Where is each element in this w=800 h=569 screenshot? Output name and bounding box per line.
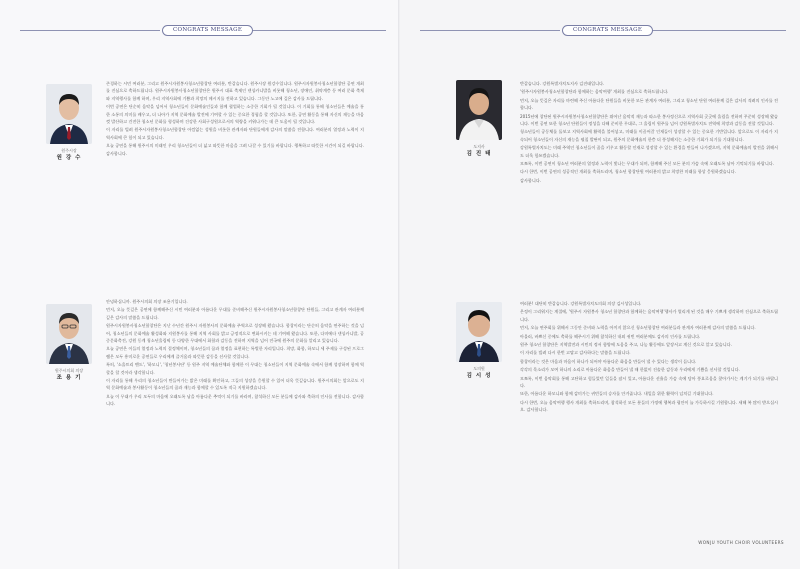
speaker-caption	[46, 148, 92, 162]
message-paragraph: '원주시자원봉사청소년합창단과 함께하는 음악여행' 개최를 진심으로 축하드립니다.	[520, 89, 669, 95]
portrait-image	[46, 84, 92, 144]
message-paragraph: 특히, '소울트리 밴드', '하모니', '청년봉사단' 등 원주 지역 예술단체와 함께한 이 무대는 청소년들이 지역 문화예술 속에서 함께 성장하며 함께 역할을 할 것이라 생각합니다.	[106, 362, 364, 375]
message-paragraph: 강원특별자치도는 미래 주역인 청소년들이 꿈을 키우고 활동할 인재로 성장할 수 있는 환경을 만들어 나가겠으며, 지역 문화예술의 발전을 위해서도 더욱 힘쓰겠습니다.	[520, 145, 778, 158]
message-paragraph: 모쪼록, 이번 공연이 청소년 여러분의 열정과 노력이 빛나는 무대가 되며, 함께해 주신 모든 분의 가슴 속에 오래도록 남아 기억되기를 바랍니다.	[520, 161, 775, 167]
speaker-name: 김 진 태	[466, 151, 492, 157]
portrait-photo	[456, 302, 502, 362]
speaker-caption	[456, 366, 502, 380]
message-paragraph: 오늘 공연은 이들의 열정과 노력의 결정체이며, 청소년들의 꿈과 열정을 표현하는 특별한 자리입니다. 희망, 화합, 하모니 세 주제를 구성된 프로그램은 모두 흥미로운 공연들로 우리에게 즐거움과 따뜻한 감동을 선사할 것입니다.	[106, 346, 364, 359]
message-paragraph: 존경하는 시민 여러분, 그리고 원주시자원봉사청소년합창단 여러분, 반갑습니다. 원주시장 원강수입니다. 원주시자원봉사청소년합창단 공연 개최를 진심으로 축하드립니다. 원주시자원봉사청소년합창단은 원주시 대표 축제인 댄싱카니발을 비롯해 청소년, 장애인, 취약계층 등 여러 문화 축제와 지역행사를 함께 하며, 우리 지역사회에 기쁨과 희망의 메시지를 전하고 있습니다. 그동안 노고에 깊은 감사를 드립니다.	[106, 81, 364, 101]
header-rule-left	[420, 30, 560, 31]
right-page	[400, 0, 800, 569]
speaker-title: 원주시의회 의장	[54, 368, 84, 373]
portrait-photo	[456, 80, 502, 140]
message-paragraph: 안녕하십니까. 원주시의회 의장 조용기입니다.	[106, 299, 188, 304]
speaker-title: 도지사	[473, 144, 485, 149]
speaker-name: 조 용 기	[56, 375, 82, 381]
message-paragraph: 또한, 아름다운 하모니와 함께 감미가는 귀빈들의 승자를 안겨줍니다. 내일을 위한 활력이 넘치길 기대합니다.	[520, 391, 714, 397]
message-paragraph: 합창이라는 것은 마음과 마음이 하나가 되어야 아름다운 화음을 만들어 낼 수 있다는 생각이 듭니다.	[520, 358, 697, 364]
message-paragraph: 이 자리를 빌려 다시 한번 고맙고 감사하다는 말씀을 드립니다.	[520, 350, 631, 356]
message-paragraph: 원주시자원봉사청소년합창단은 지난 수년간 원주시 자원봉사의 문화예술 주역으로 성장해 왔습니다. 합창이라는 단순히 음악을 연주하는 것을 넘어, 청소년들의 문화예술 활성화와 지원봉사를 통해 지역 사회를 밝고 긍정적으로 변화시키는 데 기여해 왔습니다. 또한, 다미에타 댄싱카니발, 공중문화축전, 강원 동계 청소년올림픽 등 다양한 무대에서 화합과 감동을 전하며 지역을 넘어 전국에 원주의 문화를 알리고 있습니다.	[106, 323, 364, 344]
message-body	[106, 80, 364, 158]
message-paragraph: 2015년에 창단된 원주시자원봉사청소년합창단은 뛰어난 음악적 재능과 따스한 봉사정신으로 지역사회 곳곳에 울림을 전하며 꾸준히 성장해 왔습니다. 이번 공연 또한 청소년 단원들이 정성을 다해 준비한 무대로, 그 울림이 원주를 넘어 강원특별자치도 전역에 희망과 감동을 전할 것입니다.	[520, 113, 778, 127]
message-paragraph: 이 자리를 통해 우리의 청소년들이 만들어가는 밝은 미래를 확인하고, 그들의 성장을 응원할 수 있어 더욱 뜻깊습니다. 원주시의회는 앞으로도 지역 문화예술과 봉사활동이 청소년들의 꿈과 재능과 함께할 수 있도록 적극 지원하겠습니다.	[106, 378, 364, 391]
speaker-caption	[46, 368, 92, 382]
message-paragraph: 다시 한번, 오늘 음악여행 행사 개최를 축하드리며, 참석하신 모든 분들의 가정에 행복과 평안이 늘 가득하시길 기원합니다. 새해 복 많이 받으십시오. 감사합니다.	[520, 399, 778, 413]
message-paragraph: 이 자리를 빌려 원주시자원봉사청소년합창단 아낌없는 성원을 비롯한 관계자와 단원들에게 감사의 말씀을 전합니다. 여러분의 열정과 노력이 지역사회에 큰 힘이 되고 있습니다.	[106, 127, 364, 140]
speaker-caption	[456, 144, 502, 158]
footer-text: WONJU YOUTH CHOIR VOLUNTEERS	[698, 540, 784, 545]
portrait-image	[456, 302, 502, 362]
speaker-title: 도의원	[473, 366, 485, 371]
header-rule-right	[246, 30, 386, 31]
message-body	[520, 300, 778, 415]
message-paragraph: 다시 한번, 이번 공연의 성공적인 개최를 축하드리며, 청소년 합창단원 여러분의 밝고 희망찬 미래를 항상 응원하겠습니다.	[520, 169, 736, 175]
speaker-name: 원 강 수	[56, 155, 82, 161]
header-rule-right	[646, 30, 786, 31]
message-paragraph: 먼저, 오늘 뜻깊은 공연에 함께해주신 시민 여러분과 아름다운 무대를 준비해주신 원주시자원봉사청소년합창단 단원들, 그리고 관계자 여러분께 깊은 감사의 말씀을 드립니다.	[106, 307, 364, 320]
message-paragraph: 모쪼록, 이번 음악회를 통해 고단하고 힘들었던 일들을 잠시 잊고, 아름다운 선율을 가슴 속에 담아 풍요로움을 찾아가시는 계기가 되기를 바랍니다.	[520, 375, 778, 389]
message-paragraph: 반갑습니다. 강원특별자치도지사 김진태입니다.	[520, 81, 605, 86]
message-paragraph: 은정이 그리워지는 계절에, '원주시 자원봉사 청소년 합창단과 함께하는 음악여행'행사가 열리게 된 것을 매우 기쁘게 생각하며 진심으로 축하드립니다.	[520, 309, 778, 322]
portrait-photo	[46, 84, 92, 144]
message-paragraph: 먼저, 오늘 연주회를 위해서 그동안 준비와 노력을 아끼지 않으신 청소년합창단 여러분들과 관계자 여러분께 감사의 말씀을 드립니다.	[520, 325, 756, 331]
message-paragraph: 이번 공연은 단순히 음악을 넘어서 청소년들이 문화예술인들과 함께 협업하는 소중한 기회가 될 것입니다. 이 기회를 통해 청소년들은 예술을 통한 소통의 의미를 배우고, 더 나아가 지역 문화예술 발전에 기여할 수 있는 중요한 경험을 할 것입니다. 또한, 공연 활동을 통해 자신의 재능을 마음껏 발산하고 건전한 청소년 문화를 형성하며 건강한 사회구성원으로서의 역량을 키워나가는 데 큰 도움이 될 것입니다.	[106, 104, 364, 125]
message-paragraph: 오늘 공연을 통해 원주시의 미래인 우리 청소년들이 더 넓고 따뜻한 마음을 그려 나갈 수 있기를 바랍니다. 행복하고 따뜻한 시간이 되길 바랍니다. 감사합니다.	[106, 143, 364, 156]
message-body	[520, 80, 778, 185]
message-paragraph: 먼저, 오늘 뜻깊은 자리를 마련해 주신 아름다운 단원들을 비롯한 모든 관계자 여러분, 그리고 청소년 단원 여러분께 깊은 감사의 격려의 인사를 전합니다.	[520, 97, 778, 111]
portrait-photo	[46, 304, 92, 364]
message-body	[106, 298, 364, 409]
message-paragraph: 아울러, 바쁘신 중에도 축하를 해주시기 위해 참석하신 내외 귀빈 여러분께도 감사의 인사를 드립니다.	[520, 333, 701, 339]
header-badge: CONGRATS MESSAGE	[162, 25, 253, 36]
message-paragraph: 여러분! 대단히 반갑습니다. 강원특별자치도의회 의장 김시성입니다.	[520, 301, 642, 306]
portrait-image	[46, 304, 92, 364]
speaker-name: 김 시 성	[466, 373, 492, 379]
message-paragraph: 오늘 이 무대가 우리 모두의 마음에 오래도록 남을 아름다운 추억이 되기를 바라며, 참석하신 모든 분들께 감사와 축하의 인사를 전합니다. 감사합니다.	[106, 393, 364, 407]
message-paragraph: 각각의 목소리가 모여 하나의 소리로 아름다운 화음을 만들어 낼 때 한없이 진솔한 감동과 우리에게 기쁨을 선사할 것입니다.	[520, 367, 740, 373]
message-paragraph: 원주 청소년 합창단은 지역발전과 시민의 정서 함양에 도움을 주고, 나눔 활동에도 앞장서고 계신 것으로 알고 있습니다.	[520, 342, 732, 348]
header-badge: CONGRATS MESSAGE	[562, 25, 653, 36]
message-paragraph: 청소년들이 공동체를 돌보고 지역사회에 활력을 불어넣고, 미래를 이끌어갈 인재들이 성장할 수 있는 중요한 기반입니다. 앞으로도 이 자리가 지속되어 청소년들이 자신의 재능을 펼칠 발판이 되고, 원주의 문화예술의 한층 더 풍성해지는 소중한 기회가 되기를 기대합니다.	[520, 129, 778, 142]
portrait-image	[456, 80, 502, 140]
message-paragraph: 감사합니다.	[520, 177, 542, 183]
speaker-title: 원주시장	[61, 148, 77, 153]
header-rule-left	[20, 30, 160, 31]
